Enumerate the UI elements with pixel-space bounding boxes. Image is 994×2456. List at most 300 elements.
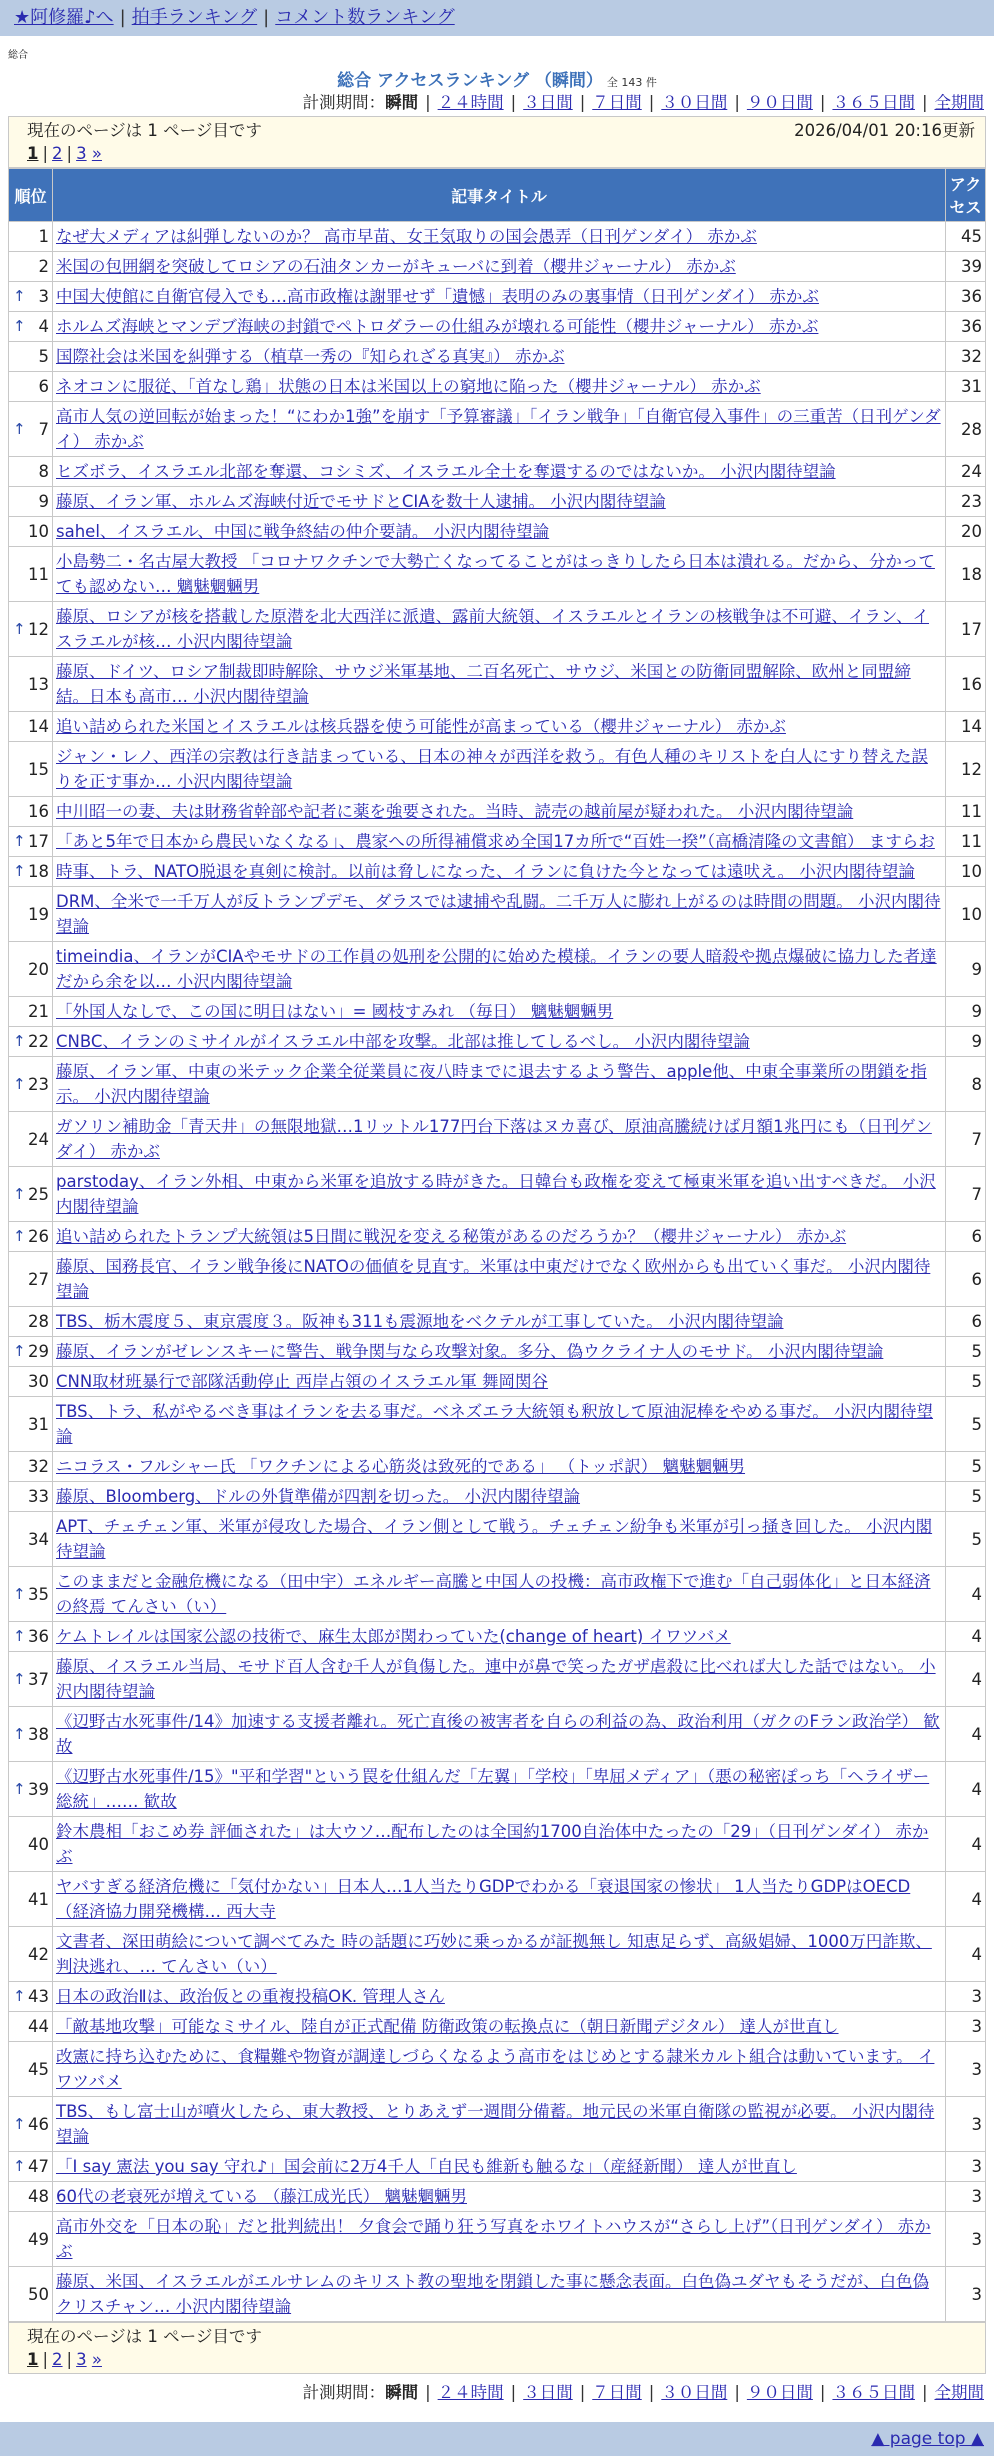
rank-number: 2: [38, 257, 49, 276]
title-cell: [53, 602, 946, 657]
rank-number: 30: [28, 1372, 49, 1391]
table-row: [9, 1397, 986, 1452]
pagination-bottom: [27, 2349, 975, 2373]
title-cell: [53, 1057, 946, 1112]
period-separator: |: [510, 2383, 517, 2402]
rank-cell: [9, 1872, 53, 1927]
title-cell: [53, 1762, 946, 1817]
rank-cell: [9, 342, 53, 372]
rank-number: 16: [28, 802, 49, 821]
rank-cell: [9, 1567, 53, 1622]
period-separator: |: [648, 93, 655, 112]
period-link-0[interactable]: ２４時間: [437, 2383, 504, 2402]
rank-number: 19: [28, 904, 49, 924]
title-cell: [53, 2097, 946, 2152]
rank-number: 21: [28, 1002, 49, 1021]
article-link[interactable]: 藤原、米国、イスラエルがエルサレムのキリスト教の聖地を閉鎖した事に懸念表面。白色偽ユダヤもそうだが、白色偽クリスチャン… 小沢内閣待望論: [56, 2272, 930, 2316]
access-count: 36: [946, 282, 986, 312]
nav-separator: |: [263, 7, 270, 28]
rank-up-icon: ↑: [13, 1724, 26, 1743]
rank-cell: [9, 1707, 53, 1762]
nav-link-asyura[interactable]: ★阿修羅♪へ: [14, 7, 114, 28]
title-cell: [53, 742, 946, 797]
table-row: [9, 547, 986, 602]
title-cell: [53, 1397, 946, 1452]
title-cell: [53, 1982, 946, 2012]
title-cell: [53, 1512, 946, 1567]
table-row: [9, 312, 986, 342]
access-count: 32: [946, 342, 986, 372]
article-link[interactable]: ネオコンに服従、「首なし鶏」状態の日本は米国以上の窮地に陥った（櫻井ジャーナル） 赤かぶ: [56, 377, 761, 396]
title-cell: [53, 1452, 946, 1482]
rank-number: 24: [28, 1129, 49, 1149]
rank-cell: [9, 1167, 53, 1222]
rank-cell: [9, 282, 53, 312]
table-row: [9, 1622, 986, 1652]
rank-number: 15: [28, 759, 49, 779]
nav-link-comment-ranking[interactable]: コメント数ランキング: [275, 7, 455, 28]
table-row: [9, 2212, 986, 2267]
rank-cell: [9, 712, 53, 742]
table-row: [9, 1982, 986, 2012]
access-count: 6: [946, 1307, 986, 1337]
period-link-4[interactable]: ９０日間: [746, 2383, 813, 2402]
rank-number: 14: [28, 717, 49, 736]
table-row: [9, 282, 986, 312]
table-row: [9, 857, 986, 887]
article-link[interactable]: 文書者、深田萌絵について調べてみた 時の話題に巧妙に乗っかるが証拠無し 知恵足らず、高級娼婦、1000万円詐欺、判決逃れ、… てんさい（い）: [56, 1932, 932, 1976]
rank-cell: [9, 997, 53, 1027]
period-label: 計測期間：: [302, 93, 386, 112]
access-count: 36: [946, 312, 986, 342]
title-cell: [53, 487, 946, 517]
rank-up-icon: ↑: [13, 1227, 26, 1245]
period-separator: |: [819, 2383, 826, 2402]
rank-cell: [9, 827, 53, 857]
rank-up-icon: ↑: [13, 2114, 26, 2133]
rank-cell: [9, 457, 53, 487]
rank-cell: [9, 2042, 53, 2097]
access-count: 14: [946, 712, 986, 742]
access-count: 20: [946, 517, 986, 547]
article-link[interactable]: ガソリン補助金「青天井」の無限地獄…1リットル177円台下落はヌカ喜び、原油高騰続けば月額1兆円にも（日刊ゲンダイ） 赤かぶ: [56, 1117, 932, 1161]
access-count: 9: [946, 997, 986, 1027]
title-cell: [53, 1707, 946, 1762]
access-count: 18: [946, 547, 986, 602]
rank-number: 28: [28, 1312, 49, 1331]
rank-cell: [9, 887, 53, 942]
period-link-6[interactable]: 全期間: [934, 2383, 984, 2402]
period-separator: |: [510, 93, 517, 112]
period-link-1[interactable]: ３日間: [523, 2383, 573, 2402]
rank-cell: [9, 1057, 53, 1112]
table-row: [9, 457, 986, 487]
title-cell: [53, 2042, 946, 2097]
title-cell: [53, 997, 946, 1027]
period-separator: |: [648, 2383, 655, 2402]
access-count: 11: [946, 827, 986, 857]
access-count: 9: [946, 1027, 986, 1057]
access-count: 7: [946, 1167, 986, 1222]
article-link[interactable]: 藤原、イラン軍、ホルムズ海峡付近でモサドとCIAを数十人逮捕。 小沢内閣待望論: [56, 492, 666, 511]
page-top-link[interactable]: ▲ page top ▲: [871, 2429, 984, 2449]
footer-bar: [0, 2422, 994, 2456]
access-count: 4: [946, 1707, 986, 1762]
rank-cell: [9, 1252, 53, 1307]
article-link[interactable]: 《辺野古水死事件/14》加速する支援者離れ。死亡直後の被害者を自らの利益の為、政治利用（ガクのFラン政治学） 歓故: [56, 1712, 940, 1756]
access-count: 31: [946, 372, 986, 402]
article-link[interactable]: DRM、全米で一千万人が反トランプデモ、ダラスでは逮捕や乱闘。二千万人に膨れ上がるのは時間の問題。 小沢内閣待望論: [56, 892, 941, 936]
rank-number: 9: [38, 492, 49, 511]
article-link[interactable]: ホルムズ海峡とマンデブ海峡の封鎖でペトロダラーの仕組みが壊れる可能性（櫻井ジャーナル） 赤かぶ: [56, 317, 819, 336]
page-next-link[interactable]: »: [91, 2350, 102, 2369]
page-link-2[interactable]: 2: [52, 144, 63, 163]
article-link[interactable]: ジャン・レノ、西洋の宗教は行き詰まっている、日本の神々が西洋を救う。有色人種のキリストを白人にすり替えた誤りを正す事か… 小沢内閣待望論: [56, 747, 928, 791]
access-count: 3: [946, 2212, 986, 2267]
period-link-2[interactable]: ７日間: [592, 2383, 642, 2402]
page-link-3[interactable]: 3: [76, 144, 87, 163]
rank-number: 12: [28, 619, 49, 639]
title-cell: [53, 942, 946, 997]
article-link[interactable]: timeindia、イランがCIAやモサドの工作員の処刑を公開的に始めた模様。イランの要人暗殺や拠点爆破に協力した者達だから余を以… 小沢内閣待望論: [56, 947, 937, 991]
access-count: 4: [946, 1872, 986, 1927]
rank-number: 13: [28, 674, 49, 694]
access-count: 4: [946, 1622, 986, 1652]
rank-number: 8: [38, 462, 49, 481]
table-row: [9, 742, 986, 797]
period-current: 瞬間: [385, 2383, 419, 2402]
rank-cell: [9, 1027, 53, 1057]
article-link[interactable]: 藤原、イスラエル当局、モサド百人含む千人が負傷した。連中が鼻で笑ったガザ虐殺に比べれば大した話ではない。 小沢内閣待望論: [56, 1657, 936, 1701]
title-cell: [53, 857, 946, 887]
period-separator: |: [425, 93, 431, 112]
table-row: [9, 2097, 986, 2152]
title-cell: [53, 2182, 946, 2212]
page-status-text: 現在のページは 1 ページ目です: [27, 2327, 262, 2346]
page-next-link[interactable]: »: [91, 144, 102, 163]
title-cell: [53, 282, 946, 312]
rank-cell: [9, 1307, 53, 1337]
rank-number: 7: [38, 419, 49, 439]
title-cell: [53, 2267, 946, 2322]
top-nav: [0, 0, 994, 36]
header-access: アクセス: [946, 169, 986, 222]
title-cell: [53, 1622, 946, 1652]
article-link[interactable]: ニコラス・フルシャー氏 「ワクチンによる心筋炎は致死的である」 （トッポ訳） 魑魅魍魎男: [56, 1457, 746, 1476]
table-row: [9, 1762, 986, 1817]
rank-up-icon: ↑: [13, 619, 26, 638]
access-count: 12: [946, 742, 986, 797]
access-count: 3: [946, 2152, 986, 2182]
rank-number: 40: [28, 1834, 49, 1854]
article-link[interactable]: 中国大使館に自衛官侵入でも…高市政権は謝罪せず「遺憾」表明のみの裏事情（日刊ゲンダイ） 赤かぶ: [56, 287, 819, 306]
rank-cell: [9, 2152, 53, 2182]
rank-number: 18: [28, 862, 49, 881]
article-link[interactable]: APT、チェチェン軍、米軍が侵攻した場合、イラン側として戦う。チェチェン紛争も米軍が引っ掻き回した。 小沢内閣待望論: [56, 1517, 933, 1561]
page-current: 1: [27, 2350, 39, 2369]
title-cell: [53, 222, 946, 252]
access-count: 39: [946, 252, 986, 282]
page-link-3[interactable]: 3: [76, 2350, 87, 2369]
rank-cell: [9, 1762, 53, 1817]
article-link[interactable]: 「外国人なしで、この国に明日はない」= 國枝すみれ （毎日） 魑魅魍魎男: [56, 1002, 614, 1021]
article-link[interactable]: 藤原、国務長官、イラン戦争後にNATOの価値を見直す。米軍は中東だけでなく欧州からも出ていく事だ。 小沢内閣待望論: [56, 1257, 931, 1301]
period-link-5[interactable]: ３６５日間: [832, 2383, 915, 2402]
table-row: [9, 1367, 986, 1397]
title-cell: [53, 1112, 946, 1167]
title-cell: [53, 797, 946, 827]
article-link[interactable]: 米国の包囲網を突破してロシアの石油タンカーがキューバに到着（櫻井ジャーナル） 赤かぶ: [56, 257, 736, 276]
article-link[interactable]: 高市外交を「日本の恥」だと批判続出！ 夕食会で踊り狂う写真をホワイトハウスが“さらし上げ”（日刊ゲンダイ） 赤かぶ: [56, 2217, 931, 2261]
table-row: [9, 2042, 986, 2097]
table-row: [9, 252, 986, 282]
table-row: [9, 887, 986, 942]
title-cell: [53, 1337, 946, 1367]
access-count: 45: [946, 222, 986, 252]
period-separator: |: [819, 93, 826, 112]
table-row: [9, 1452, 986, 1482]
rank-number: 17: [28, 832, 49, 851]
rank-cell: [9, 1622, 53, 1652]
article-link[interactable]: このままだと金融危機になる（田中宇）エネルギー高騰と中国人の投機：高市政権下で進む「自己弱体化」と日本経済の終焉 てんさい（い）: [56, 1572, 931, 1616]
table-row: [9, 1112, 986, 1167]
article-link[interactable]: 国際社会は米国を糾弾する（植草一秀の『知られざる真実』） 赤かぶ: [56, 347, 565, 366]
access-count: 3: [946, 2267, 986, 2322]
access-count: 4: [946, 1927, 986, 1982]
access-count: 4: [946, 1817, 986, 1872]
title-cell: [53, 2152, 946, 2182]
rank-cell: [9, 487, 53, 517]
rank-number: 34: [28, 1529, 49, 1549]
period-separator: |: [921, 93, 928, 112]
rank-number: 43: [28, 1987, 49, 2006]
title-cell: [53, 1367, 946, 1397]
access-count: 5: [946, 1512, 986, 1567]
access-count: 3: [946, 2042, 986, 2097]
table-row: [9, 797, 986, 827]
period-link-5[interactable]: ３６５日間: [832, 93, 915, 112]
access-count: 6: [946, 1222, 986, 1252]
ranking-rows: [9, 222, 986, 2322]
period-link-6[interactable]: 全期間: [934, 93, 984, 112]
rank-cell: [9, 312, 53, 342]
rank-number: 23: [28, 1074, 49, 1094]
article-link[interactable]: CNN取材班暴行で部隊活動停止 西岸占領のイスラエル軍 舞岡関谷: [56, 1372, 549, 1391]
page-link-2[interactable]: 2: [52, 2350, 63, 2369]
table-row: [9, 1817, 986, 1872]
access-count: 16: [946, 657, 986, 712]
rank-cell: [9, 1652, 53, 1707]
page-separator: |: [42, 144, 49, 163]
rank-cell: [9, 1817, 53, 1872]
title-cell: [53, 312, 946, 342]
table-row: [9, 487, 986, 517]
article-link[interactable]: sahel、イスラエル、中国に戦争終結の仲介要請。 小沢内閣待望論: [56, 522, 550, 541]
rank-cell: [9, 402, 53, 457]
title-cell: [53, 1482, 946, 1512]
rank-cell: [9, 2212, 53, 2267]
article-link[interactable]: ヒズボラ、イスラエル北部を奪還、コシミズ、イスラエル全土を奪還するのではないか。 小沢内閣待望論: [56, 462, 836, 481]
period-selector-bottom: [0, 2380, 994, 2406]
title-cell: [53, 1652, 946, 1707]
rank-cell: [9, 1397, 53, 1452]
article-link[interactable]: parstoday、イラン外相、中東から米軍を追放する時がきた。日韓台も政権を変えて極東米軍を追い出すべきだ。 小沢内閣待望論: [56, 1172, 936, 1216]
article-link[interactable]: 藤原、ドイツ、ロシア制裁即時解除、サウジ米軍基地、二百名死亡、サウジ、米国との防衛同盟解除、欧州と同盟締結。日本も高市… 小沢内閣待望論: [56, 662, 911, 706]
rank-number: 47: [28, 2157, 49, 2176]
header-rank: 順位: [9, 169, 53, 222]
table-row: [9, 1222, 986, 1252]
title-cell: [53, 2012, 946, 2042]
article-link[interactable]: 改憲に持ち込むために、食糧難や物資が調達しづらくなるよう高市をはじめとする隷米カルト組合は動いています。 イワツバメ: [56, 2047, 935, 2091]
table-row: [9, 372, 986, 402]
article-link[interactable]: ヤバすぎる経済危機に「気付かない」日本人…1人当たりGDPでわかる「衰退国家の惨状」 1人当たりGDPはOECD（経済協力開発機構… 西大寺: [56, 1877, 911, 1921]
access-count: 5: [946, 1482, 986, 1512]
rank-cell: [9, 1927, 53, 1982]
table-row: [9, 1337, 986, 1367]
rank-number: 39: [28, 1779, 49, 1799]
period-separator: |: [921, 2383, 928, 2402]
article-link[interactable]: 藤原、イランがゼレンスキーに警告、戦争関与なら攻撃対象。多分、偽ウクライナ人のモサド。 小沢内閣待望論: [56, 1342, 884, 1361]
title-cell: [53, 342, 946, 372]
rank-up-icon: ↑: [13, 287, 26, 305]
table-row: [9, 402, 986, 457]
article-link[interactable]: 「あと5年で日本から農民いなくなる」、農家への所得補償求め全国17カ所で“百姓一揆”（高橋清隆の文書館） ますらお: [56, 832, 935, 851]
period-separator: |: [425, 2383, 431, 2402]
article-link[interactable]: 追い詰められた米国とイスラエルは核兵器を使う可能性が高まっている（櫻井ジャーナル） 赤かぶ: [56, 717, 786, 736]
rank-up-icon: ↑: [13, 1584, 26, 1603]
rank-cell: [9, 1482, 53, 1512]
article-link[interactable]: 藤原、ロシアが核を搭載した原潜を北大西洋に派遣、露前大統領、イスラエルとイランの核戦争は不可避、イラン、イスラエルが核… 小沢内閣待望論: [56, 607, 930, 651]
access-count: 4: [946, 1567, 986, 1622]
article-link[interactable]: 《辺野古水死事件/15》"平和学習"という罠を仕組んだ「左翼」「学校」「卑屈メディア」（悪の秘密ぽっち「ヘライザー総統」…… 歓故: [56, 1767, 930, 1811]
article-link[interactable]: 高市人気の逆回転が始まった！“にわか1強”を崩す「予算審議」「イラン戦争」「自衛官侵入事件」の三重苦（日刊ゲンダイ） 赤かぶ: [56, 407, 941, 451]
title-cell: [53, 1817, 946, 1872]
table-row: [9, 1057, 986, 1112]
access-count: 8: [946, 1057, 986, 1112]
title-cell: [53, 547, 946, 602]
title-cell: [53, 402, 946, 457]
rank-number: 41: [28, 1889, 49, 1909]
rank-cell: [9, 252, 53, 282]
title-cell: [53, 1927, 946, 1982]
article-link[interactable]: TBS、もし富士山が噴火したら、東大教授、とりあえず一週間分備蓄。地元民の米軍自衛隊の監視が必要。 小沢内閣待望論: [56, 2102, 935, 2146]
rank-cell: [9, 1512, 53, 1567]
rank-number: 50: [28, 2284, 49, 2304]
table-row: [9, 657, 986, 712]
access-count: 28: [946, 402, 986, 457]
period-link-3[interactable]: ３０日間: [661, 93, 728, 112]
title-cell: [53, 827, 946, 857]
article-link[interactable]: 「I say 憲法 you say 守れ♪」国会前に2万4千人「自民も維新も触るな」（産経新聞） 達人が世直し: [56, 2157, 797, 2176]
table-row: [9, 2012, 986, 2042]
nav-separator: |: [119, 7, 126, 28]
article-link[interactable]: 追い詰められたトランプ大統領は5日間に戦況を変える秘策があるのだろうか？（櫻井ジャーナル） 赤かぶ: [56, 1227, 847, 1246]
access-count: 24: [946, 457, 986, 487]
access-count: 4: [946, 1762, 986, 1817]
article-link[interactable]: TBS、栃木震度５、東京震度３。阪神も311も震源地をベクテルが工事していた。 小沢内閣待望論: [56, 1312, 784, 1331]
rank-number: 27: [28, 1269, 49, 1289]
period-link-1[interactable]: ３日間: [523, 93, 573, 112]
rank-cell: [9, 1112, 53, 1167]
table-row: [9, 1252, 986, 1307]
rank-number: 25: [28, 1184, 49, 1204]
rank-number: 38: [28, 1724, 49, 1744]
rank-up-icon: ↑: [13, 1032, 26, 1050]
rank-number: 1: [38, 227, 49, 246]
rank-cell: [9, 2267, 53, 2322]
table-row: [9, 2152, 986, 2182]
rank-cell: [9, 1337, 53, 1367]
article-link[interactable]: 藤原、Bloomberg、ドルの外貨準備が四割を切った。 小沢内閣待望論: [56, 1487, 581, 1506]
rank-up-icon: ↑: [13, 419, 26, 438]
rank-number: 20: [28, 959, 49, 979]
category-label: 総合: [8, 50, 28, 61]
article-link[interactable]: 藤原、イラン軍、中東の米テック企業全従業員に夜八時までに退去するよう警告、apple他、中東全事業所の閉鎖を指示。 小沢内閣待望論: [56, 1062, 927, 1106]
period-link-0[interactable]: ２４時間: [437, 93, 504, 112]
article-link[interactable]: 中川昭一の妻、夫は財務省幹部や記者に薬を強要された。当時、読売の越前屋が疑われた。 小沢内閣待望論: [56, 802, 854, 821]
period-link-2[interactable]: ７日間: [592, 93, 642, 112]
rank-up-icon: ↑: [13, 1184, 26, 1203]
table-row: [9, 997, 986, 1027]
article-link[interactable]: CNBC、イランのミサイルがイスラエル中部を攻撃。北部は推してしるべし。 小沢内閣待望論: [56, 1032, 750, 1051]
article-link[interactable]: なぜ大メディアは糾弾しないのか？ 高市早苗、女王気取りの国会愚弄（日刊ゲンダイ） 赤かぶ: [56, 227, 757, 246]
access-count: 5: [946, 1452, 986, 1482]
access-count: 10: [946, 887, 986, 942]
access-count: 3: [946, 2012, 986, 2042]
article-link[interactable]: 小島勢二・名古屋大教授 「コロナワクチンで大勢亡くなってることがはっきりしたら日本は潰れる。だから、分かってても認めない… 魑魅魍魎男: [56, 552, 935, 596]
page-info-top: [8, 116, 986, 168]
header-title: 記事タイトル: [53, 169, 946, 222]
article-link[interactable]: ケムトレイルは国家公認の技術で、麻生太郎が関わっていた(change of heart) イワツバメ: [56, 1627, 731, 1646]
article-link[interactable]: 日本の政治Ⅱは、政治仮との重複投稿OK. 管理人さん: [56, 1987, 445, 2006]
rank-up-icon: ↑: [13, 1987, 26, 2005]
period-current: 瞬間: [385, 93, 419, 112]
access-count: 10: [946, 857, 986, 887]
access-count: 5: [946, 1397, 986, 1452]
title-cell: [53, 2212, 946, 2267]
page-separator: |: [66, 144, 73, 163]
article-link[interactable]: 60代の老衰死が増えている （藤江成光氏） 魑魅魍魎男: [56, 2187, 467, 2206]
rank-up-icon: ↑: [13, 832, 26, 850]
nav-link-clap-ranking[interactable]: 拍手ランキング: [131, 7, 258, 28]
title-cell: [53, 372, 946, 402]
article-link[interactable]: TBS、トラ、私がやるべき事はイランを去る事だ。ベネズエラ大統領も釈放して原油泥棒をやめる事だ。 小沢内閣待望論: [56, 1402, 934, 1446]
article-link[interactable]: 鈴木農相「おこめ券 評価された」は大ウソ…配布したのは全国約1700自治体中たったの「29」（日刊ゲンダイ） 赤かぶ: [56, 1822, 929, 1866]
title-cell: [53, 657, 946, 712]
rank-cell: [9, 222, 53, 252]
table-row: [9, 1652, 986, 1707]
rank-number: 37: [28, 1669, 49, 1689]
article-link[interactable]: 「敵基地攻撃」可能なミサイル、陸自が正式配備 防衛政策の転換点に（朝日新聞デジタル） 達人が世直し: [56, 2017, 839, 2036]
updated-timestamp: 2026/04/01 20:16更新: [794, 121, 975, 140]
title-cell: [53, 457, 946, 487]
rank-cell: [9, 942, 53, 997]
rank-cell: [9, 372, 53, 402]
page-info-bottom: [8, 2322, 986, 2374]
rank-cell: [9, 797, 53, 827]
title-cell: [53, 1567, 946, 1622]
period-link-3[interactable]: ３０日間: [661, 2383, 728, 2402]
table-row: [9, 342, 986, 372]
page-status-text: 現在のページは 1 ページ目です: [27, 121, 262, 140]
title-cell: [53, 1167, 946, 1222]
period-link-4[interactable]: ９０日間: [746, 93, 813, 112]
page-separator: |: [42, 2350, 49, 2369]
table-row: [9, 1927, 986, 1982]
access-count: 11: [946, 797, 986, 827]
rank-cell: [9, 1367, 53, 1397]
article-link[interactable]: 時事、トラ、NATO脱退を真剣に検討。以前は脅しになった、イランに負けた今となっては遠吠え。 小沢内閣待望論: [56, 862, 915, 881]
